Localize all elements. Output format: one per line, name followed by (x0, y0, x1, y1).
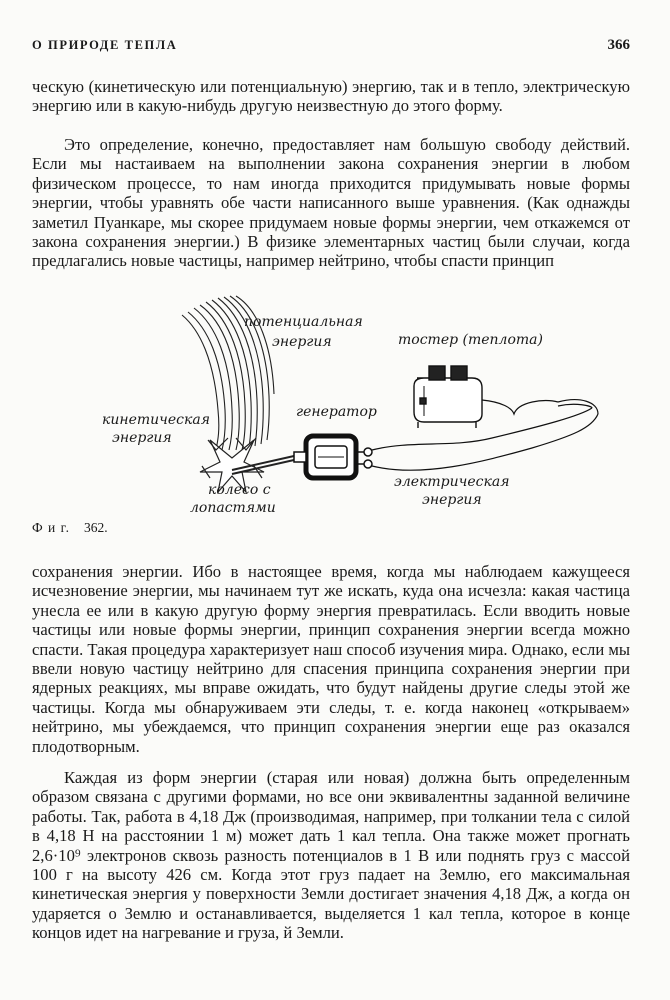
generator-illustration (294, 436, 372, 478)
label-electric-energy-2: энергия (422, 492, 482, 508)
label-electric-energy: электрическая (394, 474, 510, 490)
label-toaster-heat: тостер (теплота) (398, 332, 543, 348)
label-paddle-wheel: колесо с (208, 482, 271, 498)
figure-caption-label: Ф и г. (32, 520, 71, 535)
running-title: О ПРИРОДЕ ТЕПЛА (32, 38, 178, 52)
label-paddle-wheel-2: лопастями (190, 500, 276, 516)
figure-caption-number: 362. (84, 520, 108, 535)
paragraph-2: Это определение, конечно, предоставляет нам большую свободу действий. Если мы настаиваем на выполнении закона сохранения энергии в любом физическом процессе, то нам иногда приходится придумывать новые формы энергии, чтобы уравнять обе части написанного выше уравнения. (Как однажды заметил Пуанкаре, мы скорее придумаем новые формы энергии, чем откажемся от закона сохранения энергии.) В физике элементарных частиц были случаи, когда предлагались новые частицы, например нейтрино, чтобы спасти принцип (32, 135, 630, 271)
label-potential-energy-2: энергия (272, 334, 332, 350)
paragraph-1: ческую (кинетическую или потенциальную) энергию, так и в тепло, электрическую энергию или в какую-нибудь другую неизвестную до этого форму. (32, 77, 630, 116)
figure-energy-conversion (32, 290, 630, 530)
figure-caption (32, 520, 108, 536)
label-potential-energy: потенциальная (244, 314, 363, 330)
label-kinetic-energy-2: энергия (112, 430, 172, 446)
label-kinetic-energy: кинетическая (102, 412, 210, 428)
paragraph-4: Каждая из форм энергии (старая или новая) должна быть определенным образом связана с другими формами, но все они эквивалентны заданной величине работы. Так, работа в 4,18 Дж (производимая, например, при толкании тела с силой в 4,18 Н на расстоянии 1 м) может дать 1 кал тепла. Она также может прогнать 2,6·10⁹ электронов сквозь разность потенциалов в 1 В или поднять груз с массой 100 г на высоту 426 см. Когда этот груз падает на Землю, его максимальная кинетическая энергия у поверхности Земли достигает значения 4,18 Дж, а когда он ударяется о Землю и останавливается, выделяется 1 кал тепла, которое в конце концов идет на нагревание и груза, й Земли. (32, 768, 630, 943)
energy-diagram (32, 290, 630, 530)
paragraph-3: сохранения энергии. Ибо в настоящее время, когда мы наблюдаем кажущееся исчезновение энергии, мы начинаем тут же искать, куда она исчезла: какая частица унесла ее или в какую другую форму энергия превратилась. Если вводить новые частицы или новые формы энергии, принцип сохранения энергии всегда можно спасти. Такая процедура характеризует наш способ изучения мира. Однако, если мы ввели новую частицу нейтрино для спасения принципа сохранения энергии при ядерных реакциях, мы вправе ожидать, что будут найдены другие следы этой же частицы. Когда мы обнаруживаем эти следы, т. е. когда наконец «открываем» нейтрино, мы убеждаемся, что принцип сохранения энергии еще раз оказался плодотворным. (32, 562, 631, 756)
page-number: 366 (607, 37, 630, 53)
page-header (32, 38, 630, 58)
label-generator: генератор (296, 404, 377, 420)
toaster-illustration (414, 366, 558, 428)
electric-cable (372, 400, 598, 471)
